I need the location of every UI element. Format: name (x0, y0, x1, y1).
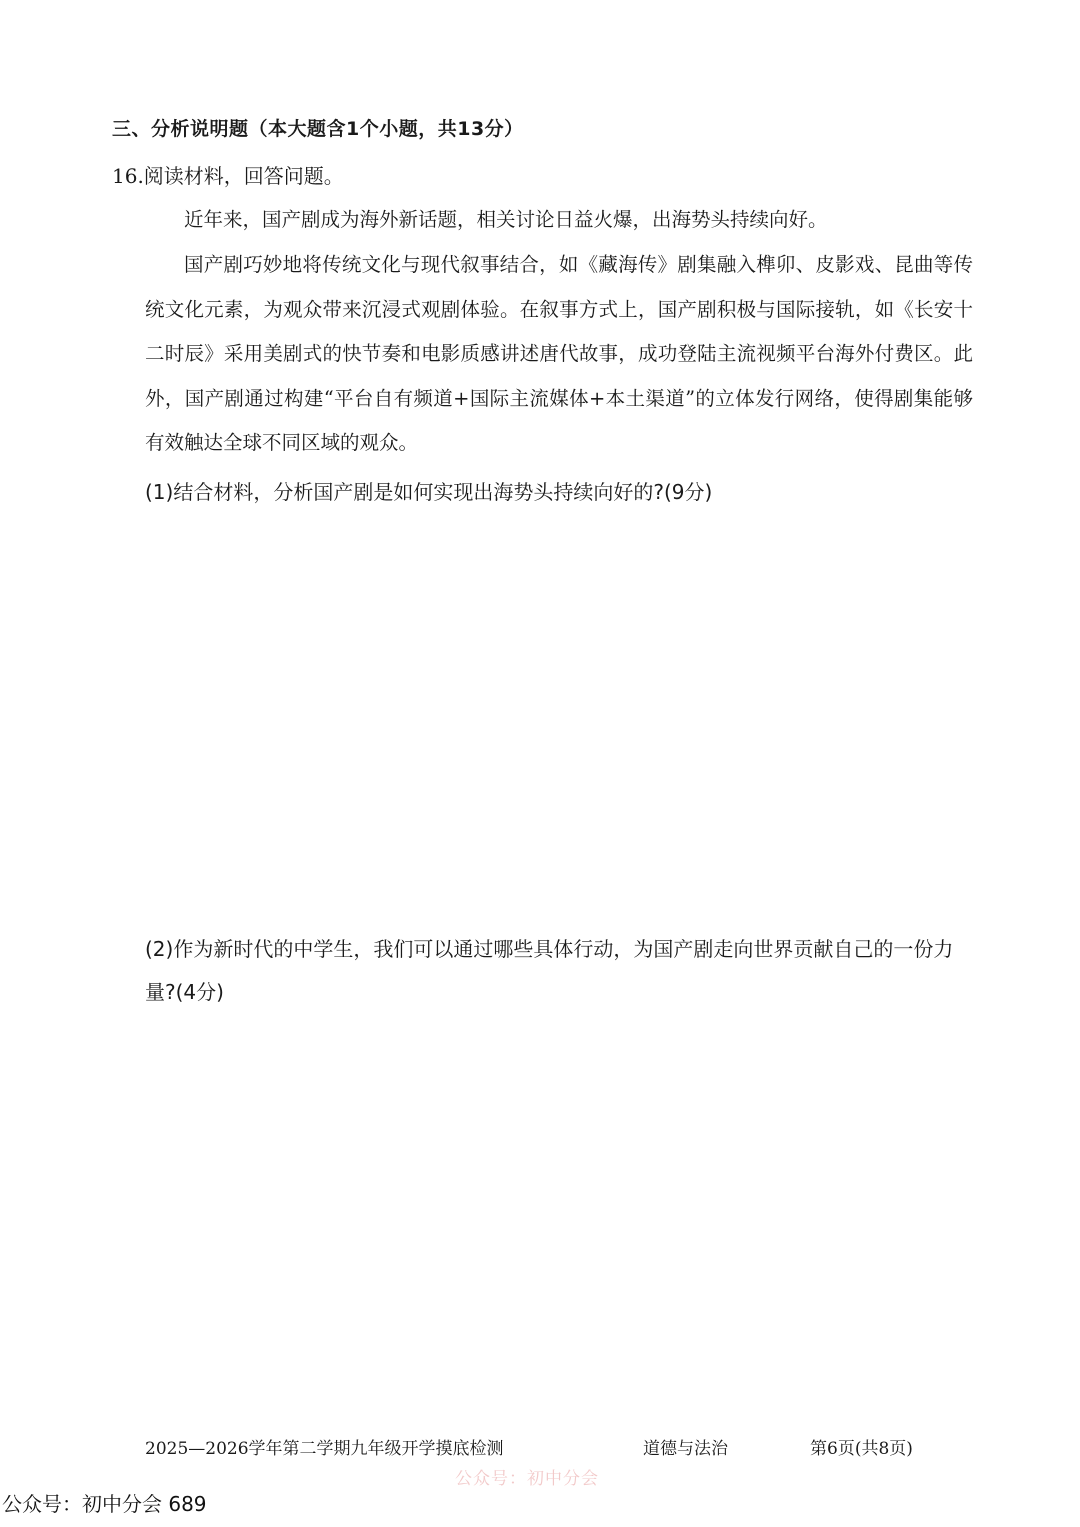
footer-subject: 道德与法治 (643, 1439, 728, 1459)
question-heading: 16.阅读材料，回答问题。 (112, 164, 344, 188)
footer-page-number: 第6页(共8页) (810, 1439, 913, 1459)
watermark: 公众号：初中分会 (455, 1469, 599, 1489)
corner-label: 公众号：初中分会 689 (2, 1492, 207, 1516)
material-paragraph-2: 国产剧巧妙地将传统文化与现代叙事结合，如《藏海传》剧集融入榫卯、皮影戏、昆曲等传统文化元素，为观众带来沉浸式观剧体验。在叙事方式上，国产剧积极与国际接轨，如《长安十二时辰》采用美剧式的快节奏和电影质感讲述唐代故事，成功登陆主流视频平台海外付费区。此外，国产剧通过构建“平台自有频道+国际主流媒体+本土渠道”的立体发行网络，使得剧集能够有效触达全球不同区域的观众。 (145, 253, 973, 455)
footer-exam-title: 2025—2026学年第二学期九年级开学摸底检测 (145, 1439, 504, 1459)
sub-question-1: (1)结合材料，分析国产剧是如何实现出海势头持续向好的?(9分) (145, 480, 713, 504)
sub-question-2: (2)作为新时代的中学生，我们可以通过哪些具体行动，为国产剧走向世界贡献自己的一份力量?(4分) (145, 937, 954, 1004)
section-title: 三、分析说明题（本大题含1个小题，共13分） (112, 118, 524, 140)
material-paragraph-1: 近年来，国产剧成为海外新话题，相关讨论日益火爆，出海势头持续向好。 (184, 208, 828, 231)
